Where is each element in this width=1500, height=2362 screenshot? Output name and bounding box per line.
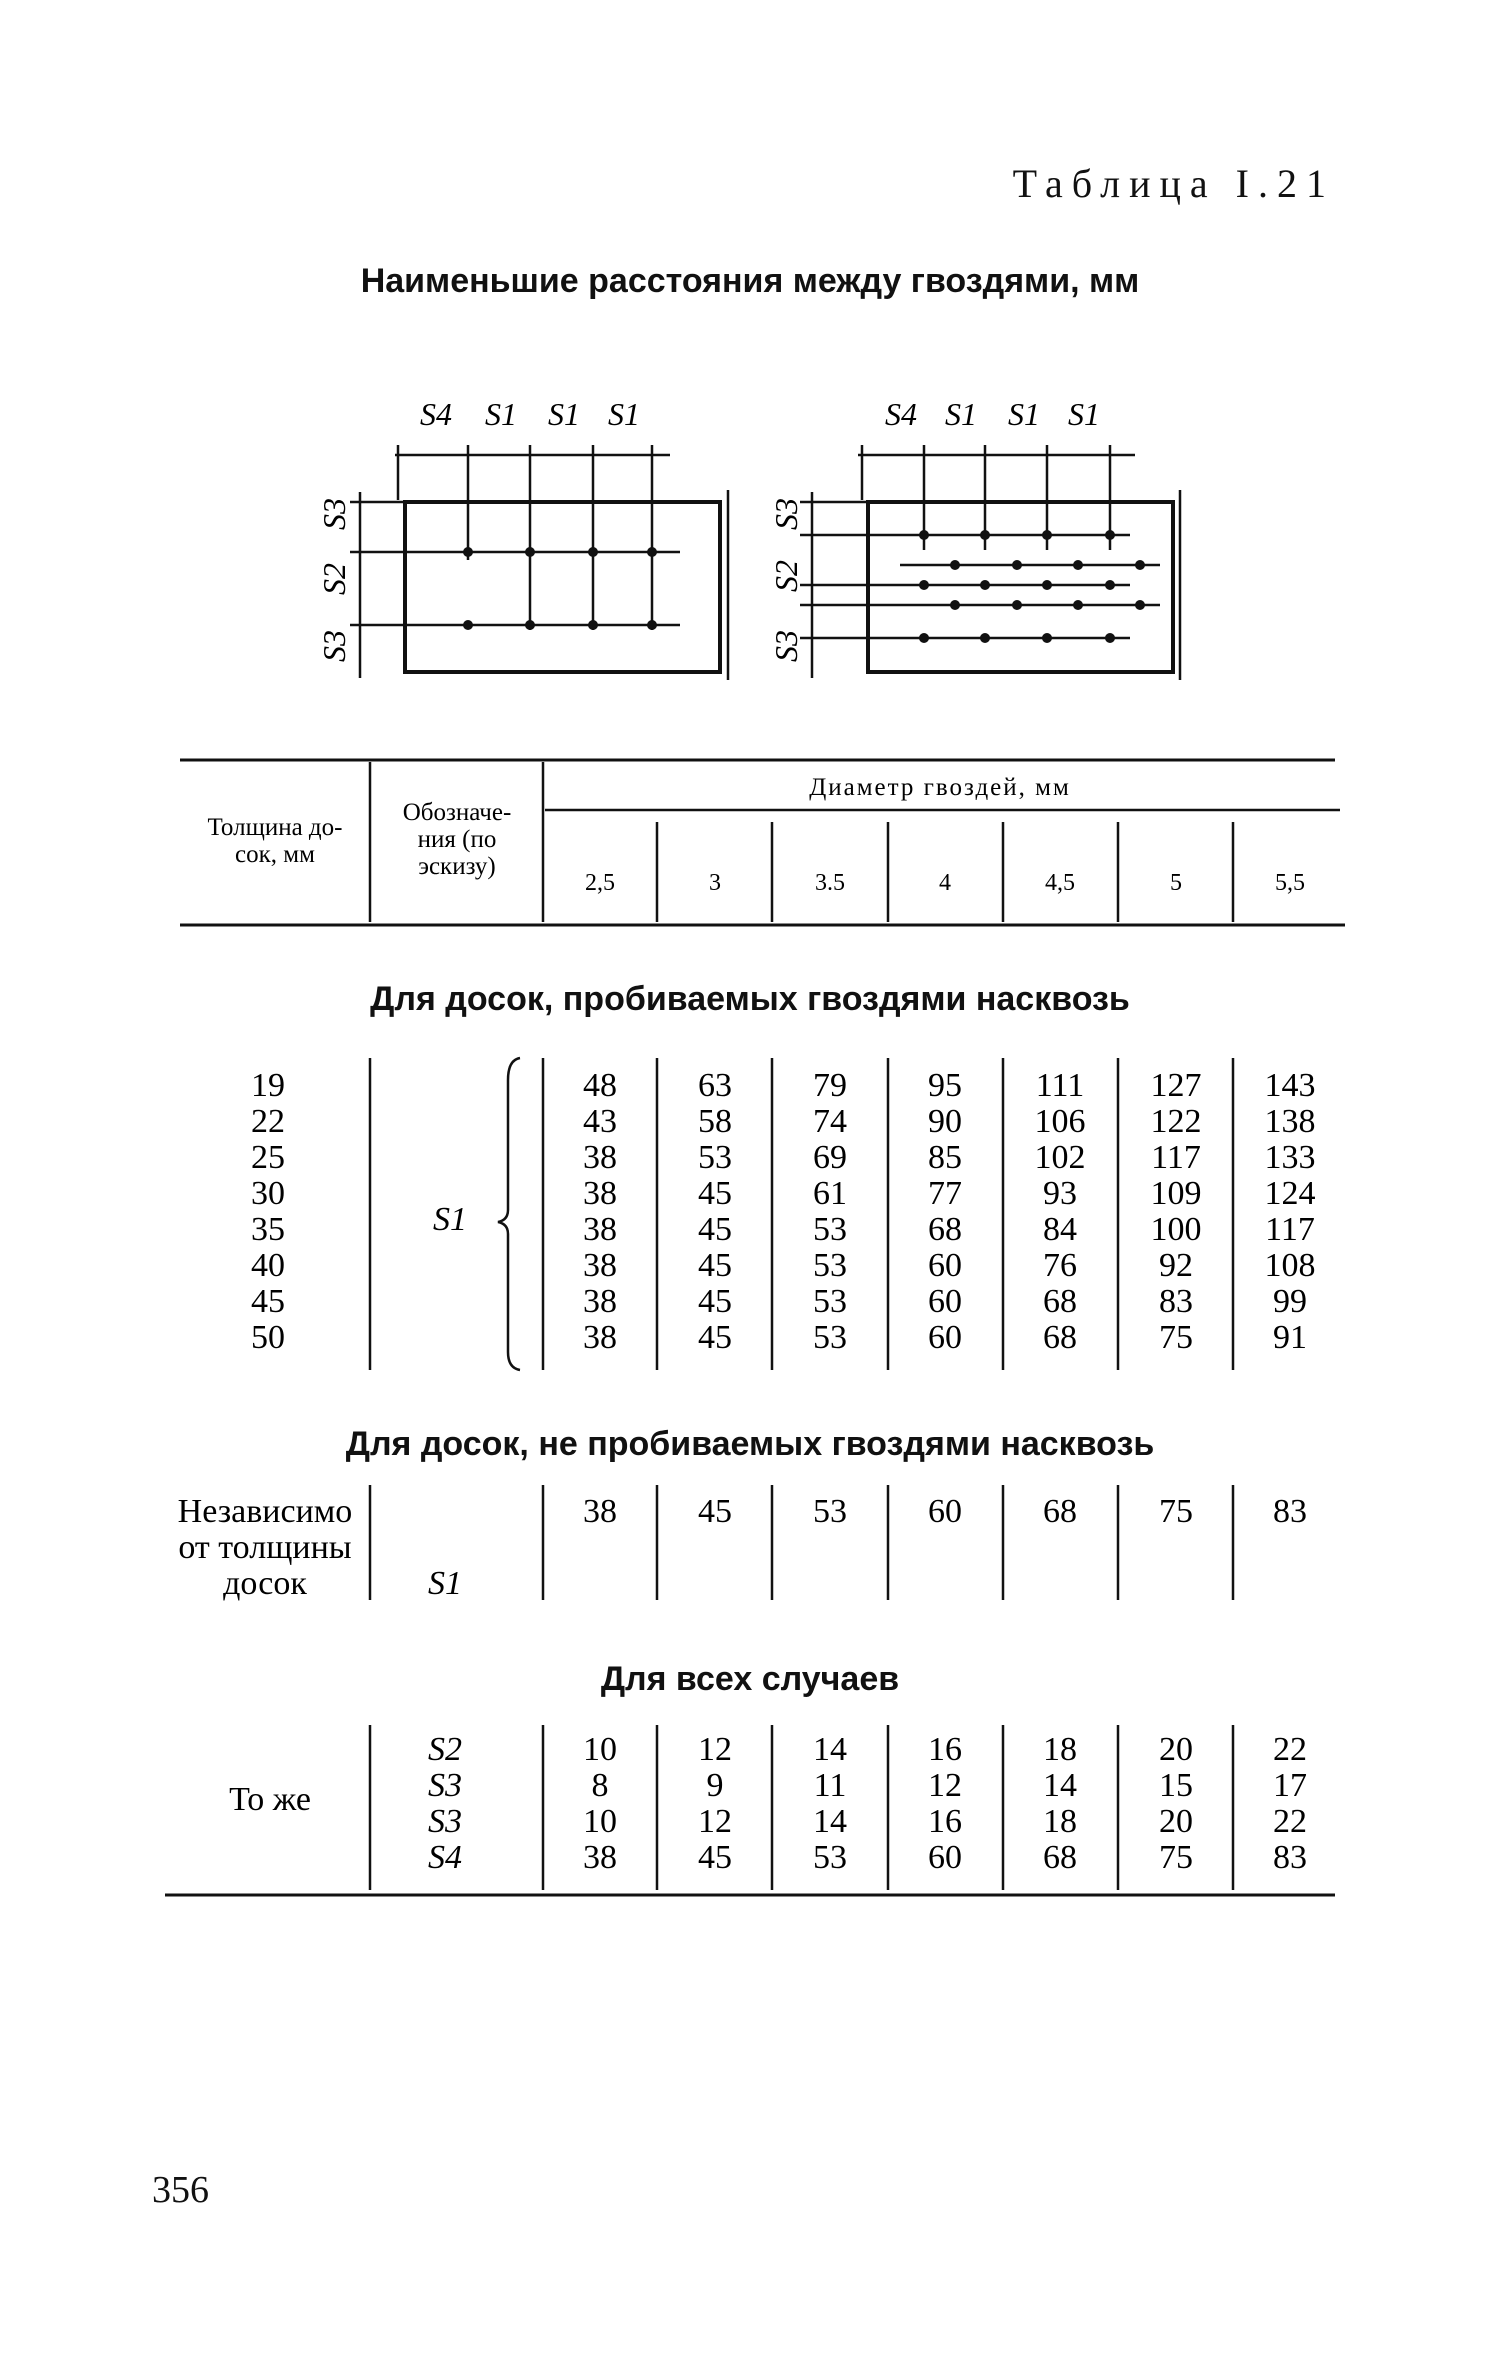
- section3-value-cell: 22: [1273, 1803, 1307, 1840]
- section3-value-cell: 83: [1273, 1839, 1307, 1876]
- section3-value-cell: 53: [813, 1839, 847, 1876]
- header-diameter-cell: 4,5: [1045, 870, 1075, 896]
- section1-value-cell: 60: [928, 1319, 962, 1356]
- section1-value-cell: 58: [698, 1103, 732, 1140]
- section1-value-cell: 93: [1043, 1175, 1077, 1212]
- section1-value-cell: 75: [1159, 1319, 1193, 1356]
- section3-value-cell: 38: [583, 1839, 617, 1876]
- section2-thickness-line: досок: [223, 1565, 307, 1602]
- section3-value-cell: 14: [1043, 1767, 1077, 1804]
- section1-thickness-cell: 45: [251, 1283, 285, 1320]
- section1-value-cell: 117: [1151, 1139, 1201, 1176]
- section1-value-cell: 45: [698, 1211, 732, 1248]
- section1-value-cell: 45: [698, 1283, 732, 1320]
- header-diameter-cell: 4: [939, 870, 951, 896]
- sketch-label-s3: S3: [768, 630, 804, 662]
- sketch-label-s1: S1: [608, 396, 640, 432]
- section3-value-cell: 68: [1043, 1839, 1077, 1876]
- section3-value-cell: 16: [928, 1803, 962, 1840]
- section1-value-cell: 48: [583, 1067, 617, 1104]
- section1-value-cell: 95: [928, 1067, 962, 1104]
- section1-value-cell: 143: [1264, 1067, 1316, 1104]
- section3-value-cell: 8: [591, 1767, 609, 1804]
- sketch-label-s1: S1: [1008, 396, 1040, 432]
- section3-value-cell: 11: [813, 1767, 847, 1804]
- section3-value-cell: 45: [698, 1839, 732, 1876]
- section1-value-cell: 45: [698, 1175, 732, 1212]
- page-number: 356: [152, 2169, 209, 2211]
- section1-value-cell: 77: [928, 1175, 962, 1212]
- section3-symbol-cell: S4: [428, 1839, 462, 1876]
- header-diameters: [585, 870, 1305, 896]
- section1-thickness-cell: 50: [251, 1319, 285, 1356]
- section1-value-cell: 63: [698, 1067, 732, 1104]
- sketch-label-s2: S2: [768, 560, 804, 592]
- section1-value-cell: 60: [928, 1283, 962, 1320]
- section1-value-cell: 74: [813, 1103, 847, 1140]
- section1-value-cell: 108: [1264, 1247, 1316, 1284]
- section2-title: Для досок, не пробиваемых гвоздями насквозь: [345, 1425, 1155, 1463]
- nail-spacing-sketch: [0, 380, 1500, 700]
- section1-value-cell: 38: [583, 1247, 617, 1284]
- data-table: [0, 740, 1500, 1920]
- section1-value-cell: 109: [1150, 1175, 1202, 1212]
- section1-value-cell: 38: [583, 1211, 617, 1248]
- section1-value-cell: 38: [583, 1175, 617, 1212]
- header-thickness-line: Толщина до-: [207, 814, 343, 841]
- sketch-right: [800, 445, 1180, 680]
- section3-values: [583, 1731, 1307, 1876]
- section1-value-cell: 99: [1273, 1283, 1307, 1320]
- section1-value-cell: 53: [813, 1247, 847, 1284]
- section1-thickness-cell: 19: [251, 1067, 285, 1104]
- section1-values: [583, 1067, 1316, 1356]
- table-title: Наименьшие расстояния между гвоздями, мм: [360, 262, 1140, 300]
- section3-value-cell: 10: [583, 1731, 617, 1768]
- header-diameter-cell: 5: [1170, 870, 1182, 896]
- section3-value-cell: 9: [706, 1767, 724, 1804]
- header-diameter-cell: 2,5: [585, 870, 615, 896]
- header-thickness-line: сок, мм: [235, 841, 315, 868]
- section1-value-cell: 92: [1159, 1247, 1193, 1284]
- section1-value-cell: 79: [813, 1067, 847, 1104]
- header-diameter-title: Диаметр гвоздей, мм: [809, 774, 1071, 801]
- section2-thickness-line: Независимо: [177, 1493, 353, 1530]
- section1-value-cell: 106: [1034, 1103, 1086, 1140]
- header-designation-line: эскизу): [418, 853, 496, 880]
- section1-value-cell: 38: [583, 1319, 617, 1356]
- sketch-label-s3: S3: [768, 498, 804, 530]
- section2-value-cell: 83: [1273, 1493, 1307, 1530]
- section1-value-cell: 138: [1264, 1103, 1316, 1140]
- section1-value-cell: 68: [928, 1211, 962, 1248]
- sketch-label-s3: S3: [316, 630, 352, 662]
- section3-value-cell: 12: [698, 1803, 732, 1840]
- section3-value-cell: 16: [928, 1731, 962, 1768]
- section2-value-cell: 53: [813, 1493, 847, 1530]
- section2-thickness-line: от толщины: [178, 1529, 352, 1566]
- section1-value-cell: 100: [1150, 1211, 1202, 1248]
- section2-values: [583, 1493, 1307, 1530]
- section1-value-cell: 69: [813, 1139, 847, 1176]
- sketch-label-s4: S4: [885, 396, 917, 432]
- sketch-left: [350, 445, 728, 680]
- section1-value-cell: 43: [583, 1103, 617, 1140]
- section3-symbol-cell: S3: [428, 1767, 462, 1804]
- section1-value-cell: 53: [813, 1283, 847, 1320]
- section3-symbol-cell: S2: [428, 1731, 462, 1768]
- section3-symbols: [428, 1731, 462, 1876]
- section3-value-cell: 17: [1273, 1767, 1307, 1804]
- section3-title: Для всех случаев: [600, 1660, 900, 1698]
- section1-value-cell: 84: [1043, 1211, 1077, 1248]
- section1-value-cell: 45: [698, 1247, 732, 1284]
- section1-value-cell: 133: [1264, 1139, 1316, 1176]
- header-designation-line: ния (по: [417, 826, 497, 853]
- section1-thickness-cell: 30: [251, 1175, 285, 1212]
- section1-thickness-column: [251, 1067, 285, 1356]
- section3-value-cell: 20: [1159, 1731, 1193, 1768]
- section3-thickness: То же: [229, 1781, 311, 1818]
- section2-value-cell: 45: [698, 1493, 732, 1530]
- sketch-label-s1: S1: [548, 396, 580, 432]
- section1-value-cell: 122: [1150, 1103, 1202, 1140]
- section1-thickness-cell: 25: [251, 1139, 285, 1176]
- section1-symbol: S1: [433, 1201, 467, 1238]
- section1-value-cell: 53: [698, 1139, 732, 1176]
- section3-value-cell: 14: [813, 1803, 847, 1840]
- sketch-label-s2: S2: [316, 563, 352, 595]
- section1-value-cell: 102: [1034, 1139, 1086, 1176]
- section3-value-cell: 22: [1273, 1731, 1307, 1768]
- section1-value-cell: 83: [1159, 1283, 1193, 1320]
- section3-value-cell: 14: [813, 1731, 847, 1768]
- section1-value-cell: 127: [1150, 1067, 1202, 1104]
- section1-thickness-cell: 40: [251, 1247, 285, 1284]
- section1-title: Для досок, пробиваемых гвоздями насквозь: [370, 980, 1130, 1018]
- section1-value-cell: 90: [928, 1103, 962, 1140]
- header-diameter-cell: 3: [709, 870, 721, 896]
- section2-value-cell: 75: [1159, 1493, 1193, 1530]
- section1-value-cell: 45: [698, 1319, 732, 1356]
- section1-value-cell: 68: [1043, 1319, 1077, 1356]
- section1-value-cell: 60: [928, 1247, 962, 1284]
- section2-symbol: S1: [428, 1565, 462, 1602]
- section3-symbol-cell: S3: [428, 1803, 462, 1840]
- sketch-label-s1: S1: [485, 396, 517, 432]
- section1-value-cell: 61: [813, 1175, 847, 1212]
- sketch-label-s1: S1: [945, 396, 977, 432]
- header-designation-line: Обозначе-: [402, 799, 512, 826]
- table-label: Таблица I.21: [1012, 161, 1335, 206]
- section3-value-cell: 75: [1159, 1839, 1193, 1876]
- section1-value-cell: 68: [1043, 1283, 1077, 1320]
- section3-value-cell: 12: [928, 1767, 962, 1804]
- section1-value-cell: 91: [1273, 1319, 1307, 1356]
- section1-value-cell: 85: [928, 1139, 962, 1176]
- section1-thickness-cell: 22: [251, 1103, 285, 1140]
- section1-value-cell: 38: [583, 1283, 617, 1320]
- section1-value-cell: 124: [1264, 1175, 1316, 1212]
- section2-value-cell: 38: [583, 1493, 617, 1530]
- section1-value-cell: 117: [1265, 1211, 1315, 1248]
- section3-value-cell: 20: [1159, 1803, 1193, 1840]
- section1-value-cell: 53: [813, 1211, 847, 1248]
- header-diameter-cell: 3.5: [815, 870, 845, 896]
- header-diameter-cell: 5,5: [1275, 870, 1305, 896]
- sketch-label-s4: S4: [420, 396, 452, 432]
- section3-value-cell: 18: [1043, 1731, 1077, 1768]
- sketch-label-s1: S1: [1068, 396, 1100, 432]
- section1-thickness-cell: 35: [251, 1211, 285, 1248]
- section3-value-cell: 12: [698, 1731, 732, 1768]
- section3-value-cell: 10: [583, 1803, 617, 1840]
- section1-value-cell: 76: [1043, 1247, 1077, 1284]
- section2-value-cell: 68: [1043, 1493, 1077, 1530]
- section3-value-cell: 60: [928, 1839, 962, 1876]
- section1-value-cell: 53: [813, 1319, 847, 1356]
- section1-value-cell: 111: [1035, 1067, 1085, 1104]
- section2-value-cell: 60: [928, 1493, 962, 1530]
- sketch-label-s3: S3: [316, 498, 352, 530]
- section1-value-cell: 38: [583, 1139, 617, 1176]
- section3-value-cell: 15: [1159, 1767, 1193, 1804]
- section3-value-cell: 18: [1043, 1803, 1077, 1840]
